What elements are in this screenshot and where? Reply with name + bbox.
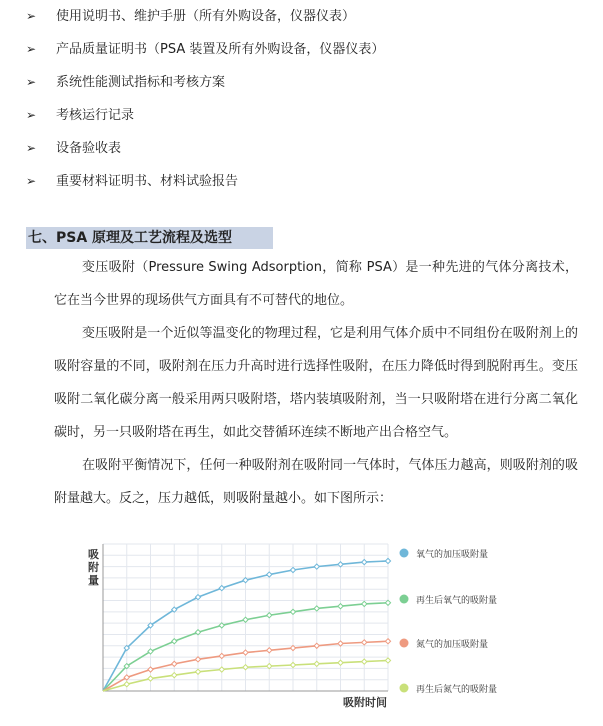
data-point xyxy=(362,559,367,564)
paragraph-adsorption-equilibrium: 在吸附平衡情况下，任何一种吸附剂在吸附同一气体时，气体压力越高，则吸附剂的吸附量越大。反之，压力越低，则吸附量越小。如下图所示： xyxy=(54,458,578,506)
list-item-text: 使用说明书、维护手册（所有外购设备，仪器仪表） xyxy=(56,9,356,24)
arrow-bullet-icon: ➢ xyxy=(26,174,37,188)
data-point xyxy=(290,567,295,572)
data-point xyxy=(362,659,367,664)
data-point xyxy=(267,613,272,618)
data-point xyxy=(267,572,272,577)
data-point xyxy=(219,653,224,658)
data-point xyxy=(362,601,367,606)
data-point xyxy=(195,669,200,674)
list-item-text: 设备验收表 xyxy=(56,141,122,156)
list-item xyxy=(26,135,384,168)
deliverables-list xyxy=(26,3,384,201)
arrow-bullet-icon: ➢ xyxy=(26,42,37,56)
list-item xyxy=(26,69,384,102)
data-point xyxy=(385,558,390,563)
legend-item xyxy=(400,548,489,560)
list-item-text: 系统性能测试指标和考核方案 xyxy=(56,75,226,90)
legend-item xyxy=(400,638,489,650)
x-axis-label: 吸附时间 xyxy=(343,696,387,709)
paragraph-psa-process: 变压吸附是一个近似等温变化的物理过程，它是利用气体介质中不同组份在吸附剂上的吸附容量的不同，吸附剂在压力升高时进行选择性吸附，在压力降低时得到脱附再生。变压吸附二氧化碳分离一般采用两只吸附塔，塔内装填吸附剂，当一只吸附塔在进行分离二氧化碳时，另一只吸附塔在再生，如此交替循环连续不断地产出合格空气。 xyxy=(54,326,578,440)
legend-label: 氧气的加压吸附量 xyxy=(416,550,489,560)
arrow-bullet-icon: ➢ xyxy=(26,108,37,122)
list-item-text: 重要材料证明书、材料试验报告 xyxy=(56,174,239,189)
data-point xyxy=(219,667,224,672)
legend-dot-icon xyxy=(400,639,409,648)
data-point xyxy=(314,564,319,569)
data-point xyxy=(267,648,272,653)
data-point xyxy=(385,639,390,644)
data-point xyxy=(172,639,177,644)
chart-legend xyxy=(400,548,498,695)
list-item-text: 产品质量证明书（PSA 装置及所有外购设备，仪器仪表） xyxy=(56,42,385,57)
list-item xyxy=(26,3,384,36)
arrow-bullet-icon: ➢ xyxy=(26,141,37,155)
list-item xyxy=(26,36,384,69)
data-point xyxy=(314,661,319,666)
arrow-bullet-icon: ➢ xyxy=(26,75,37,89)
section-heading: 七、PSA 原理及工艺流程及选型 xyxy=(26,227,273,249)
data-point xyxy=(338,660,343,665)
legend-dot-icon xyxy=(400,549,409,558)
data-point xyxy=(172,673,177,678)
data-point xyxy=(385,658,390,663)
legend-dot-icon xyxy=(400,684,409,693)
legend-item xyxy=(400,594,498,606)
arrow-bullet-icon: ➢ xyxy=(26,9,37,23)
data-point xyxy=(290,662,295,667)
data-point xyxy=(124,682,129,687)
data-point xyxy=(338,604,343,609)
adsorption-chart xyxy=(0,526,603,726)
legend-label: 氮气的加压吸附量 xyxy=(416,640,489,650)
list-item-text: 考核运行记录 xyxy=(56,108,135,123)
list-item xyxy=(26,102,384,135)
legend-dot-icon xyxy=(400,595,409,604)
data-point xyxy=(172,661,177,666)
data-point xyxy=(219,586,224,591)
data-point xyxy=(243,650,248,655)
y-axis-label: 吸附量 xyxy=(88,548,99,587)
legend-label: 再生后氧气的吸附量 xyxy=(416,596,498,606)
data-point xyxy=(243,665,248,670)
data-point xyxy=(148,667,153,672)
data-point xyxy=(243,617,248,622)
data-point xyxy=(314,643,319,648)
data-point xyxy=(290,609,295,614)
list-item xyxy=(26,168,384,201)
legend-item xyxy=(400,683,498,695)
data-point xyxy=(362,640,367,645)
legend-label: 再生后氮气的吸附量 xyxy=(416,685,498,695)
data-point xyxy=(314,606,319,611)
paragraph-psa-intro: 变压吸附（Pressure Swing Adsorption，简称 PSA）是一种先进的气体分离技术，它在当今世界的现场供气方面具有不可替代的地位。 xyxy=(54,260,578,308)
data-point xyxy=(148,676,153,681)
